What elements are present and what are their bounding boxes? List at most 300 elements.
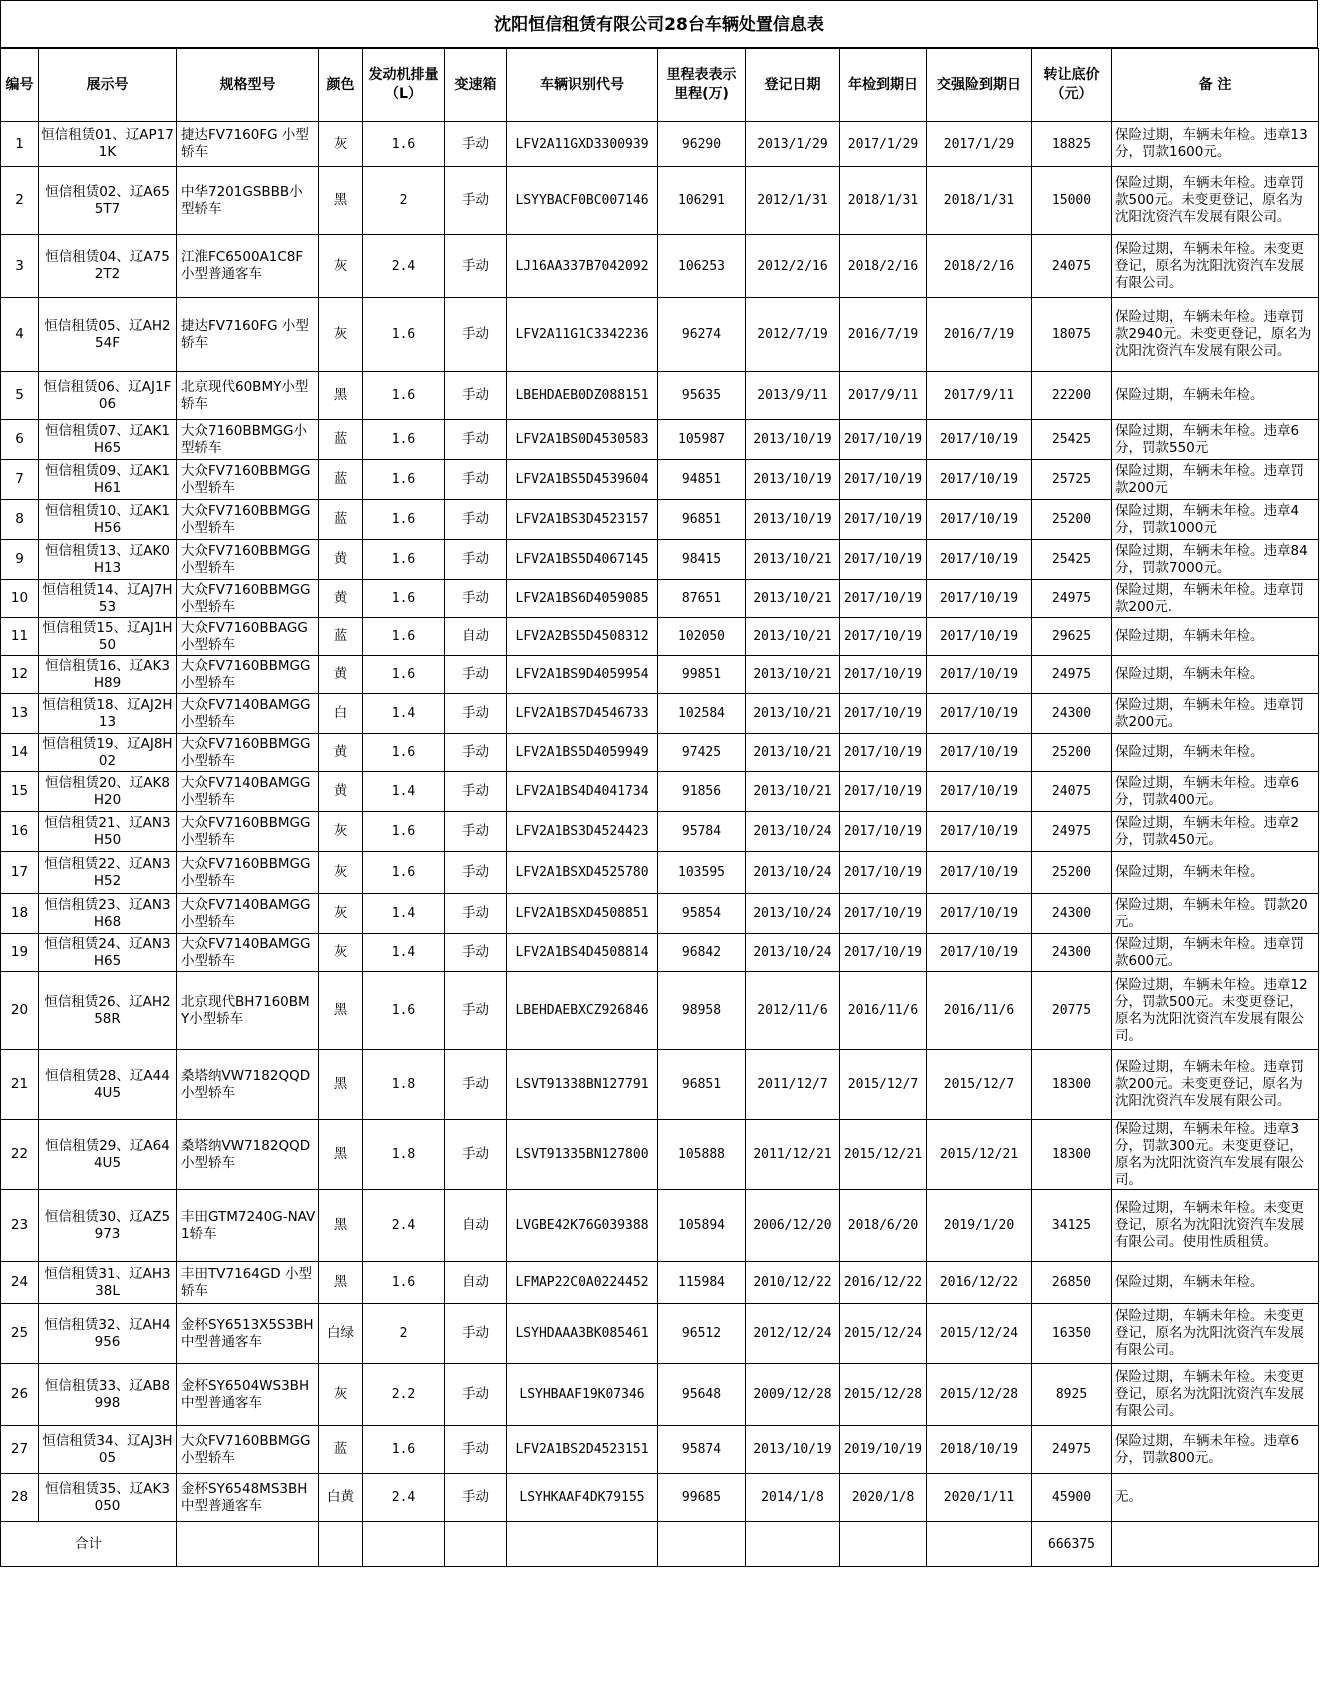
vin-cell: LSYHKAAF4DK79155 (507, 1474, 658, 1522)
displacement-cell: 1.8 (363, 1050, 445, 1120)
row-number-cell: 7 (1, 460, 39, 500)
display-number-cell: 恒信租赁21、辽AN3H50 (39, 812, 177, 852)
displacement-cell: 1.6 (363, 1426, 445, 1474)
insurance-due-cell: 2016/7/19 (927, 298, 1032, 372)
inspection-due-cell: 2016/7/19 (840, 298, 927, 372)
transmission-cell: 手动 (445, 772, 507, 812)
empty-cell (319, 1522, 363, 1567)
mileage-cell: 91856 (658, 772, 746, 812)
spec-model-cell: 大众FV7140BAMGG小型轿车 (177, 894, 319, 934)
vin-cell: LFV2A1BS4D4508814 (507, 934, 658, 972)
row-number-cell: 12 (1, 656, 39, 694)
register-date-cell: 2013/10/21 (746, 694, 840, 734)
table-row (1, 972, 1319, 1050)
table-row (1, 1050, 1319, 1120)
inspection-due-cell: 2017/1/29 (840, 122, 927, 167)
spec-model-cell: 丰田GTM7240G-NAV1轿车 (177, 1190, 319, 1262)
spec-model-cell: 捷达FV7160FG 小型轿车 (177, 298, 319, 372)
inspection-due-cell: 2017/10/19 (840, 894, 927, 934)
table-row (1, 1120, 1319, 1190)
header-cell: 展示号 (39, 49, 177, 122)
color-cell: 白黄 (319, 1474, 363, 1522)
display-number-cell: 恒信租赁14、辽AJ7H53 (39, 580, 177, 618)
row-number-cell: 21 (1, 1050, 39, 1120)
header-cell: 编号 (1, 49, 39, 122)
reserve-price-cell: 8925 (1032, 1364, 1112, 1426)
transmission-cell: 手动 (445, 235, 507, 298)
register-date-cell: 2011/12/7 (746, 1050, 840, 1120)
transmission-cell: 手动 (445, 1050, 507, 1120)
mileage-cell: 106253 (658, 235, 746, 298)
row-number-cell: 20 (1, 972, 39, 1050)
table-row (1, 420, 1319, 460)
reserve-price-cell: 45900 (1032, 1474, 1112, 1522)
vehicle-table (0, 48, 1319, 1567)
transmission-cell: 手动 (445, 1120, 507, 1190)
spec-model-cell: 大众FV7140BAMGG小型轿车 (177, 694, 319, 734)
inspection-due-cell: 2017/10/19 (840, 772, 927, 812)
header-cell: 变速箱 (445, 49, 507, 122)
vin-cell: LFV2A1BS2D4523151 (507, 1426, 658, 1474)
table-body (1, 122, 1319, 1522)
spec-model-cell: 桑塔纳VW7182QQD小型轿车 (177, 1120, 319, 1190)
vin-cell: LFV2A1BS0D4530583 (507, 420, 658, 460)
vin-cell: LSYHBAAF19K07346 (507, 1364, 658, 1426)
total-value: 666375 (1032, 1522, 1112, 1567)
displacement-cell: 1.6 (363, 656, 445, 694)
color-cell: 黄 (319, 734, 363, 772)
color-cell: 灰 (319, 852, 363, 894)
spec-model-cell: 大众FV7160BBMGG小型轿车 (177, 812, 319, 852)
row-number-cell: 8 (1, 500, 39, 540)
insurance-due-cell: 2017/10/19 (927, 852, 1032, 894)
display-number-cell: 恒信租赁02、辽A655T7 (39, 167, 177, 235)
reserve-price-cell: 24300 (1032, 934, 1112, 972)
inspection-due-cell: 2017/10/19 (840, 540, 927, 580)
remarks-cell: 保险过期，车辆未年检。违章6分，罚款400元。 (1112, 772, 1319, 812)
reserve-price-cell: 24975 (1032, 656, 1112, 694)
row-number-cell: 18 (1, 894, 39, 934)
display-number-cell: 恒信租赁23、辽AN3H68 (39, 894, 177, 934)
insurance-due-cell: 2015/12/24 (927, 1304, 1032, 1364)
display-number-cell: 恒信租赁15、辽AJ1H50 (39, 618, 177, 656)
register-date-cell: 2012/12/24 (746, 1304, 840, 1364)
insurance-due-cell: 2017/10/19 (927, 894, 1032, 934)
mileage-cell: 102050 (658, 618, 746, 656)
displacement-cell: 2 (363, 1304, 445, 1364)
displacement-cell: 2.4 (363, 235, 445, 298)
table-row (1, 460, 1319, 500)
reserve-price-cell: 25200 (1032, 500, 1112, 540)
inspection-due-cell: 2019/10/19 (840, 1426, 927, 1474)
mileage-cell: 99851 (658, 656, 746, 694)
mileage-cell: 96274 (658, 298, 746, 372)
remarks-cell: 保险过期，车辆未年检。违章罚款600元。 (1112, 934, 1319, 972)
row-number-cell: 24 (1, 1262, 39, 1304)
displacement-cell: 1.6 (363, 1262, 445, 1304)
vin-cell: LFV2A2BS5D4508312 (507, 618, 658, 656)
display-number-cell: 恒信租赁31、辽AH338L (39, 1262, 177, 1304)
remarks-cell: 保险过期，车辆未年检。 (1112, 656, 1319, 694)
color-cell: 黑 (319, 1120, 363, 1190)
reserve-price-cell: 24975 (1032, 580, 1112, 618)
transmission-cell: 手动 (445, 852, 507, 894)
insurance-due-cell: 2018/10/19 (927, 1426, 1032, 1474)
remarks-cell: 保险过期，车辆未年检。违章84分，罚款7000元。 (1112, 540, 1319, 580)
reserve-price-cell: 18300 (1032, 1050, 1112, 1120)
spec-model-cell: 金杯SY6513X5S3BH中型普通客车 (177, 1304, 319, 1364)
vin-cell: LFV2A1BS7D4546733 (507, 694, 658, 734)
mileage-cell: 97425 (658, 734, 746, 772)
spec-model-cell: 北京现代60BMY小型轿车 (177, 372, 319, 420)
reserve-price-cell: 24300 (1032, 694, 1112, 734)
reserve-price-cell: 25425 (1032, 540, 1112, 580)
display-number-cell: 恒信租赁20、辽AK8H20 (39, 772, 177, 812)
vin-cell: LFV2A1BS3D4523157 (507, 500, 658, 540)
transmission-cell: 手动 (445, 972, 507, 1050)
inspection-due-cell: 2018/2/16 (840, 235, 927, 298)
spec-model-cell: 金杯SY6504WS3BH中型普通客车 (177, 1364, 319, 1426)
display-number-cell: 恒信租赁19、辽AJ8H02 (39, 734, 177, 772)
color-cell: 灰 (319, 812, 363, 852)
remarks-cell: 保险过期，车辆未年检。未变更登记，原名为沈阳沈资汽车发展有限公司。使用性质租赁。 (1112, 1190, 1319, 1262)
table-row (1, 894, 1319, 934)
color-cell: 蓝 (319, 618, 363, 656)
insurance-due-cell: 2017/10/19 (927, 934, 1032, 972)
empty-cell (445, 1522, 507, 1567)
display-number-cell: 恒信租赁28、辽A444U5 (39, 1050, 177, 1120)
reserve-price-cell: 18825 (1032, 122, 1112, 167)
insurance-due-cell: 2017/10/19 (927, 772, 1032, 812)
vin-cell: LFV2A1BSXD4525780 (507, 852, 658, 894)
table-row (1, 540, 1319, 580)
table-row (1, 772, 1319, 812)
mileage-cell: 87651 (658, 580, 746, 618)
color-cell: 灰 (319, 122, 363, 167)
register-date-cell: 2013/9/11 (746, 372, 840, 420)
row-number-cell: 9 (1, 540, 39, 580)
empty-cell (927, 1522, 1032, 1567)
color-cell: 蓝 (319, 420, 363, 460)
vin-cell: LFV2A1BS6D4059085 (507, 580, 658, 618)
color-cell: 灰 (319, 894, 363, 934)
mileage-cell: 98415 (658, 540, 746, 580)
vin-cell: LFV2A1BSXD4508851 (507, 894, 658, 934)
remarks-cell: 保险过期，车辆未年检。未变更登记，原名为沈阳沈资汽车发展有限公司。 (1112, 1304, 1319, 1364)
table-row (1, 852, 1319, 894)
spec-model-cell: 大众FV7160BBAGG小型轿车 (177, 618, 319, 656)
register-date-cell: 2013/10/21 (746, 540, 840, 580)
row-number-cell: 11 (1, 618, 39, 656)
register-date-cell: 2013/10/24 (746, 852, 840, 894)
displacement-cell: 1.6 (363, 460, 445, 500)
row-number-cell: 25 (1, 1304, 39, 1364)
vin-cell: LSVT91335BN127800 (507, 1120, 658, 1190)
header-row (1, 49, 1319, 122)
inspection-due-cell: 2015/12/7 (840, 1050, 927, 1120)
mileage-cell: 102584 (658, 694, 746, 734)
table-row (1, 500, 1319, 540)
spec-model-cell: 大众FV7160BBMGG小型轿车 (177, 852, 319, 894)
row-number-cell: 1 (1, 122, 39, 167)
row-number-cell: 5 (1, 372, 39, 420)
vin-cell: LFMAP22C0A0224452 (507, 1262, 658, 1304)
transmission-cell: 手动 (445, 894, 507, 934)
row-number-cell: 27 (1, 1426, 39, 1474)
remarks-cell: 保险过期，车辆未年检。违章6分，罚款800元。 (1112, 1426, 1319, 1474)
remarks-cell: 保险过期，车辆未年检。罚款20元。 (1112, 894, 1319, 934)
displacement-cell: 1.8 (363, 1120, 445, 1190)
spec-model-cell: 北京现代BH7160BMY小型轿车 (177, 972, 319, 1050)
spec-model-cell: 捷达FV7160FG 小型轿车 (177, 122, 319, 167)
table-row (1, 694, 1319, 734)
spec-model-cell: 大众FV7160BBMGG小型轿车 (177, 460, 319, 500)
header-cell: 转让底价（元） (1032, 49, 1112, 122)
total-label: 合计 (1, 1522, 177, 1567)
header-cell: 备 注 (1112, 49, 1319, 122)
insurance-due-cell: 2015/12/28 (927, 1364, 1032, 1426)
remarks-cell: 保险过期，车辆未年检。未变更登记，原名为沈阳沈资汽车发展有限公司。 (1112, 1364, 1319, 1426)
displacement-cell: 1.6 (363, 500, 445, 540)
remarks-cell: 保险过期，车辆未年检。违章13分，罚款1600元。 (1112, 122, 1319, 167)
transmission-cell: 手动 (445, 1364, 507, 1426)
displacement-cell: 2 (363, 167, 445, 235)
transmission-cell: 手动 (445, 1426, 507, 1474)
mileage-cell: 103595 (658, 852, 746, 894)
vin-cell: LSVT91338BN127791 (507, 1050, 658, 1120)
displacement-cell: 1.4 (363, 894, 445, 934)
row-number-cell: 17 (1, 852, 39, 894)
transmission-cell: 手动 (445, 167, 507, 235)
row-number-cell: 28 (1, 1474, 39, 1522)
table-row (1, 934, 1319, 972)
page-title: 沈阳恒信租赁有限公司28台车辆处置信息表 (0, 0, 1318, 48)
inspection-due-cell: 2017/10/19 (840, 694, 927, 734)
displacement-cell: 2.2 (363, 1364, 445, 1426)
insurance-due-cell: 2017/10/19 (927, 812, 1032, 852)
inspection-due-cell: 2017/10/19 (840, 852, 927, 894)
mileage-cell: 105894 (658, 1190, 746, 1262)
vin-cell: LSYYBACF0BC007146 (507, 167, 658, 235)
table-row (1, 1364, 1319, 1426)
spec-model-cell: 大众FV7160BBMGG小型轿车 (177, 540, 319, 580)
insurance-due-cell: 2017/10/19 (927, 734, 1032, 772)
remarks-cell: 保险过期，车辆未年检。未变更登记，原名为沈阳沈资汽车发展有限公司。 (1112, 235, 1319, 298)
transmission-cell: 自动 (445, 618, 507, 656)
table-row (1, 167, 1319, 235)
inspection-due-cell: 2020/1/8 (840, 1474, 927, 1522)
remarks-cell: 保险过期，车辆未年检。违章罚款200元 (1112, 460, 1319, 500)
reserve-price-cell: 24975 (1032, 1426, 1112, 1474)
vin-cell: LBEHDAEB0DZ088151 (507, 372, 658, 420)
vin-cell: LJ16AA337B7042092 (507, 235, 658, 298)
mileage-cell: 96842 (658, 934, 746, 972)
transmission-cell: 自动 (445, 1262, 507, 1304)
reserve-price-cell: 24975 (1032, 812, 1112, 852)
register-date-cell: 2013/10/21 (746, 734, 840, 772)
display-number-cell: 恒信租赁34、辽AJ3H05 (39, 1426, 177, 1474)
inspection-due-cell: 2017/10/19 (840, 618, 927, 656)
color-cell: 白绿 (319, 1304, 363, 1364)
color-cell: 黄 (319, 772, 363, 812)
displacement-cell: 2.4 (363, 1190, 445, 1262)
reserve-price-cell: 29625 (1032, 618, 1112, 656)
header-cell: 规格型号 (177, 49, 319, 122)
register-date-cell: 2013/10/21 (746, 580, 840, 618)
table-row (1, 1426, 1319, 1474)
display-number-cell: 恒信租赁01、辽AP171K (39, 122, 177, 167)
register-date-cell: 2013/10/19 (746, 460, 840, 500)
mileage-cell: 106291 (658, 167, 746, 235)
row-number-cell: 16 (1, 812, 39, 852)
reserve-price-cell: 24300 (1032, 894, 1112, 934)
table-row (1, 122, 1319, 167)
insurance-due-cell: 2017/10/19 (927, 618, 1032, 656)
transmission-cell: 手动 (445, 1474, 507, 1522)
header-cell: 交强险到期日 (927, 49, 1032, 122)
header-cell: 里程表表示里程(万) (658, 49, 746, 122)
row-number-cell: 15 (1, 772, 39, 812)
insurance-due-cell: 2017/1/29 (927, 122, 1032, 167)
color-cell: 蓝 (319, 1426, 363, 1474)
color-cell: 黄 (319, 580, 363, 618)
inspection-due-cell: 2015/12/21 (840, 1120, 927, 1190)
transmission-cell: 手动 (445, 656, 507, 694)
color-cell: 灰 (319, 298, 363, 372)
empty-cell (658, 1522, 746, 1567)
color-cell: 蓝 (319, 500, 363, 540)
table-row (1, 618, 1319, 656)
register-date-cell: 2013/10/19 (746, 1426, 840, 1474)
remarks-cell: 保险过期，车辆未年检。违章罚款2940元。未变更登记，原名为沈阳沈资汽车发展有限公司。 (1112, 298, 1319, 372)
mileage-cell: 95635 (658, 372, 746, 420)
display-number-cell: 恒信租赁18、辽AJ2H13 (39, 694, 177, 734)
inspection-due-cell: 2017/10/19 (840, 460, 927, 500)
remarks-cell: 保险过期，车辆未年检。违章罚款500元。未变更登记，原名为沈阳沈资汽车发展有限公司。 (1112, 167, 1319, 235)
row-number-cell: 2 (1, 167, 39, 235)
mileage-cell: 96851 (658, 1050, 746, 1120)
register-date-cell: 2006/12/20 (746, 1190, 840, 1262)
register-date-cell: 2012/1/31 (746, 167, 840, 235)
mileage-cell: 95854 (658, 894, 746, 934)
color-cell: 灰 (319, 1364, 363, 1426)
display-number-cell: 恒信租赁33、辽AB8998 (39, 1364, 177, 1426)
empty-cell (1112, 1522, 1319, 1567)
color-cell: 灰 (319, 934, 363, 972)
inspection-due-cell: 2017/10/19 (840, 420, 927, 460)
mileage-cell: 96851 (658, 500, 746, 540)
inspection-due-cell: 2015/12/24 (840, 1304, 927, 1364)
remarks-cell: 无。 (1112, 1474, 1319, 1522)
inspection-due-cell: 2016/11/6 (840, 972, 927, 1050)
reserve-price-cell: 25725 (1032, 460, 1112, 500)
mileage-cell: 99685 (658, 1474, 746, 1522)
spec-model-cell: 大众FV7160BBMGG小型轿车 (177, 734, 319, 772)
displacement-cell: 1.4 (363, 694, 445, 734)
mileage-cell: 105888 (658, 1120, 746, 1190)
display-number-cell: 恒信租赁07、辽AK1H65 (39, 420, 177, 460)
empty-cell (363, 1522, 445, 1567)
spec-model-cell: 中华7201GSBBB小型轿车 (177, 167, 319, 235)
total-row (1, 1522, 1319, 1567)
spec-model-cell: 大众7160BBMGG小型轿车 (177, 420, 319, 460)
row-number-cell: 22 (1, 1120, 39, 1190)
reserve-price-cell: 18300 (1032, 1120, 1112, 1190)
register-date-cell: 2013/10/24 (746, 812, 840, 852)
header-cell: 登记日期 (746, 49, 840, 122)
displacement-cell: 1.6 (363, 972, 445, 1050)
remarks-cell: 保险过期，车辆未年检。违章12分，罚款500元。未变更登记，原名为沈阳沈资汽车发展有限公司。 (1112, 972, 1319, 1050)
displacement-cell: 1.6 (363, 734, 445, 772)
header-cell: 颜色 (319, 49, 363, 122)
displacement-cell: 1.4 (363, 772, 445, 812)
color-cell: 黑 (319, 1050, 363, 1120)
insurance-due-cell: 2017/10/19 (927, 420, 1032, 460)
inspection-due-cell: 2017/10/19 (840, 734, 927, 772)
table-row (1, 1190, 1319, 1262)
displacement-cell: 1.6 (363, 618, 445, 656)
remarks-cell: 保险过期，车辆未年检。 (1112, 734, 1319, 772)
header-cell: 车辆识别代号 (507, 49, 658, 122)
color-cell: 黑 (319, 972, 363, 1050)
insurance-due-cell: 2017/10/19 (927, 540, 1032, 580)
display-number-cell: 恒信租赁26、辽AH258R (39, 972, 177, 1050)
table-row (1, 734, 1319, 772)
row-number-cell: 13 (1, 694, 39, 734)
transmission-cell: 手动 (445, 812, 507, 852)
reserve-price-cell: 26850 (1032, 1262, 1112, 1304)
remarks-cell: 保险过期，车辆未年检。 (1112, 1262, 1319, 1304)
spec-model-cell: 大众FV7140BAMGG小型轿车 (177, 934, 319, 972)
table-row (1, 812, 1319, 852)
register-date-cell: 2013/10/19 (746, 500, 840, 540)
inspection-due-cell: 2018/1/31 (840, 167, 927, 235)
transmission-cell: 手动 (445, 500, 507, 540)
color-cell: 白 (319, 694, 363, 734)
transmission-cell: 手动 (445, 734, 507, 772)
displacement-cell: 1.6 (363, 298, 445, 372)
displacement-cell: 1.6 (363, 540, 445, 580)
displacement-cell: 1.4 (363, 934, 445, 972)
mileage-cell: 94851 (658, 460, 746, 500)
row-number-cell: 19 (1, 934, 39, 972)
insurance-due-cell: 2015/12/21 (927, 1120, 1032, 1190)
display-number-cell: 恒信租赁04、辽A752T2 (39, 235, 177, 298)
row-number-cell: 10 (1, 580, 39, 618)
vin-cell: LSYHDAAA3BK085461 (507, 1304, 658, 1364)
vin-cell: LFV2A1BS5D4539604 (507, 460, 658, 500)
spec-model-cell: 大众FV7160BBMGG小型轿车 (177, 656, 319, 694)
insurance-due-cell: 2018/2/16 (927, 235, 1032, 298)
color-cell: 灰 (319, 235, 363, 298)
register-date-cell: 2013/10/24 (746, 934, 840, 972)
displacement-cell: 1.6 (363, 812, 445, 852)
table-row (1, 1304, 1319, 1364)
spec-model-cell: 桑塔纳VW7182QQD小型轿车 (177, 1050, 319, 1120)
register-date-cell: 2013/1/29 (746, 122, 840, 167)
mileage-cell: 105987 (658, 420, 746, 460)
insurance-due-cell: 2017/10/19 (927, 656, 1032, 694)
insurance-due-cell: 2017/10/19 (927, 580, 1032, 618)
register-date-cell: 2012/7/19 (746, 298, 840, 372)
inspection-due-cell: 2017/10/19 (840, 812, 927, 852)
remarks-cell: 保险过期，车辆未年检。违章2分，罚款450元。 (1112, 812, 1319, 852)
remarks-cell: 保险过期，车辆未年检。违章4分，罚款1000元 (1112, 500, 1319, 540)
table-row (1, 235, 1319, 298)
color-cell: 黑 (319, 372, 363, 420)
mileage-cell: 98958 (658, 972, 746, 1050)
register-date-cell: 2013/10/21 (746, 618, 840, 656)
